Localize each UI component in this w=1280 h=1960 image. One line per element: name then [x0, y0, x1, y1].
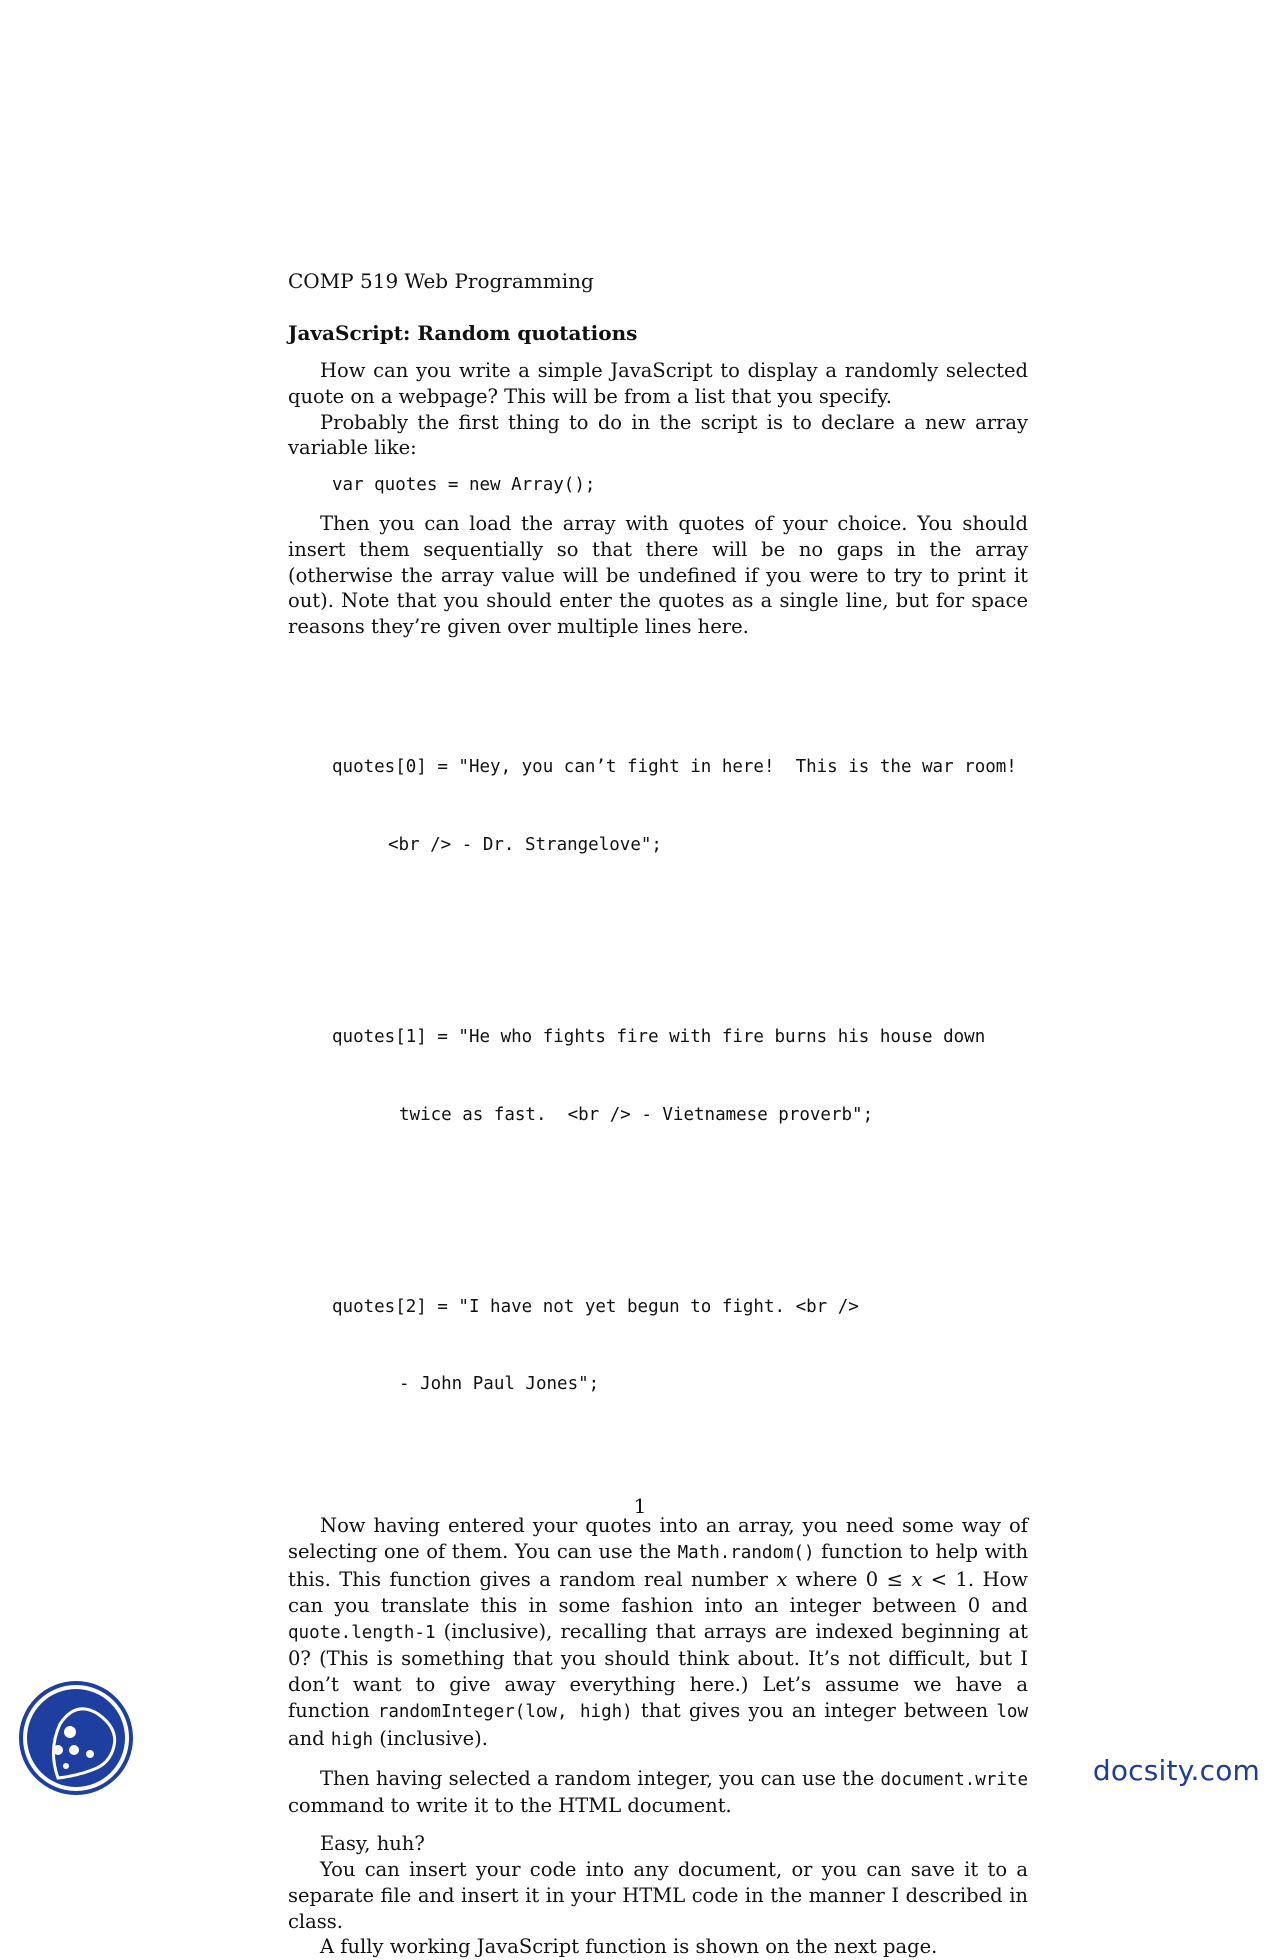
- write-text-2: command to write it to the HTML document.: [288, 1794, 732, 1818]
- select-text-3: where 0 ≤: [787, 1568, 912, 1592]
- quote-code-1-line-1: quotes[1] = "He who fights fire with fire burns his house down: [332, 1027, 986, 1048]
- write-text-1: Then having selected a random integer, you can use the: [320, 1766, 881, 1790]
- quote-code-0-line-1: quotes[0] = "Hey, you can’t fight in here! This is the war room!: [332, 757, 1017, 778]
- math-x-1: x: [776, 1568, 788, 1592]
- outro-paragraph-1: Easy, huh?: [320, 1832, 425, 1856]
- code-low: low: [996, 1702, 1028, 1723]
- outro-paragraph-2: You can insert your code into any document, or you can save it to a separate file and insert it in your HTML code in the manner I described in class.: [288, 1858, 1028, 1933]
- code-random-integer: randomInteger(low, high): [377, 1702, 633, 1723]
- quote-code-1-line-2: twice as fast. <br /> - Vietnamese proverb";: [399, 1104, 874, 1125]
- document-page: [288, 268, 1028, 1960]
- quote-code-0: [332, 704, 1028, 910]
- math-x-2: x: [911, 1568, 923, 1592]
- code-high: high: [330, 1729, 374, 1750]
- select-paragraph: [288, 1513, 1028, 1753]
- code-quote-length: quote.length-1: [288, 1622, 436, 1643]
- outro-paragraph-3: A fully working JavaScript function is shown on the next page.: [320, 1935, 938, 1959]
- intro-paragraph-2: Probably the first thing to do in the script is to declare a new array variable like:: [288, 410, 1028, 460]
- docsity-logo-svg: [18, 1680, 134, 1796]
- docsity-logo-icon[interactable]: [18, 1680, 134, 1796]
- quotes-code-block: [332, 652, 1028, 1502]
- course-header: COMP 519 Web Programming: [288, 269, 594, 293]
- quote-code-0-line-2: <br /> - Dr. Strangelove";: [388, 834, 662, 855]
- page-number: 1: [633, 1494, 647, 1518]
- section-title: JavaScript: Random quotations: [288, 321, 638, 345]
- docsity-brand-link[interactable]: docsity.com: [1092, 1754, 1260, 1787]
- select-text-8: (inclusive).: [373, 1726, 488, 1750]
- select-text-1: Now having entered your quotes into an array, you need some way of selecting one of them. You can use the: [288, 1514, 1028, 1564]
- select-text-7: and: [288, 1726, 331, 1750]
- quote-code-2-line-2: - John Paul Jones";: [399, 1374, 600, 1395]
- select-text-2: function to help with this. This function gives a random real number: [288, 1540, 1028, 1592]
- select-text-6: that gives you an integer between: [632, 1699, 997, 1723]
- code-document-write: document.write: [880, 1769, 1028, 1790]
- quote-code-2: [332, 1244, 1028, 1450]
- select-text-5: (inclusive), recalling that arrays are indexed beginning at 0? (This is something that you should think about. It’s not difficult, but I don’t want to give away everything here.) Let’s assume we have a function: [288, 1619, 1028, 1723]
- write-paragraph: [288, 1766, 1028, 1820]
- code-math-random: Math.random(): [677, 1543, 815, 1564]
- intro-paragraph-1: How can you write a simple JavaScript to display a randomly selected quote on a webpage? This will be from a list that you specify.: [288, 359, 1028, 408]
- load-paragraph: Then you can load the array with quotes of your choice. You should insert them sequentially so that there will be no gaps in the array (otherwise the array value will be undefined if you were to try to print it out). Note that you should enter the quotes as a single line, but for space reasons they’re given over multiple lines here.: [288, 511, 1028, 639]
- code-declare-array: var quotes = new Array();: [332, 475, 596, 496]
- quote-code-2-line-1: quotes[2] = "I have not yet begun to fight. <br />: [332, 1297, 859, 1318]
- quote-code-1: [332, 974, 1028, 1180]
- select-text-4: < 1. How can you translate this in some fashion into an integer between 0 and: [288, 1568, 1028, 1617]
